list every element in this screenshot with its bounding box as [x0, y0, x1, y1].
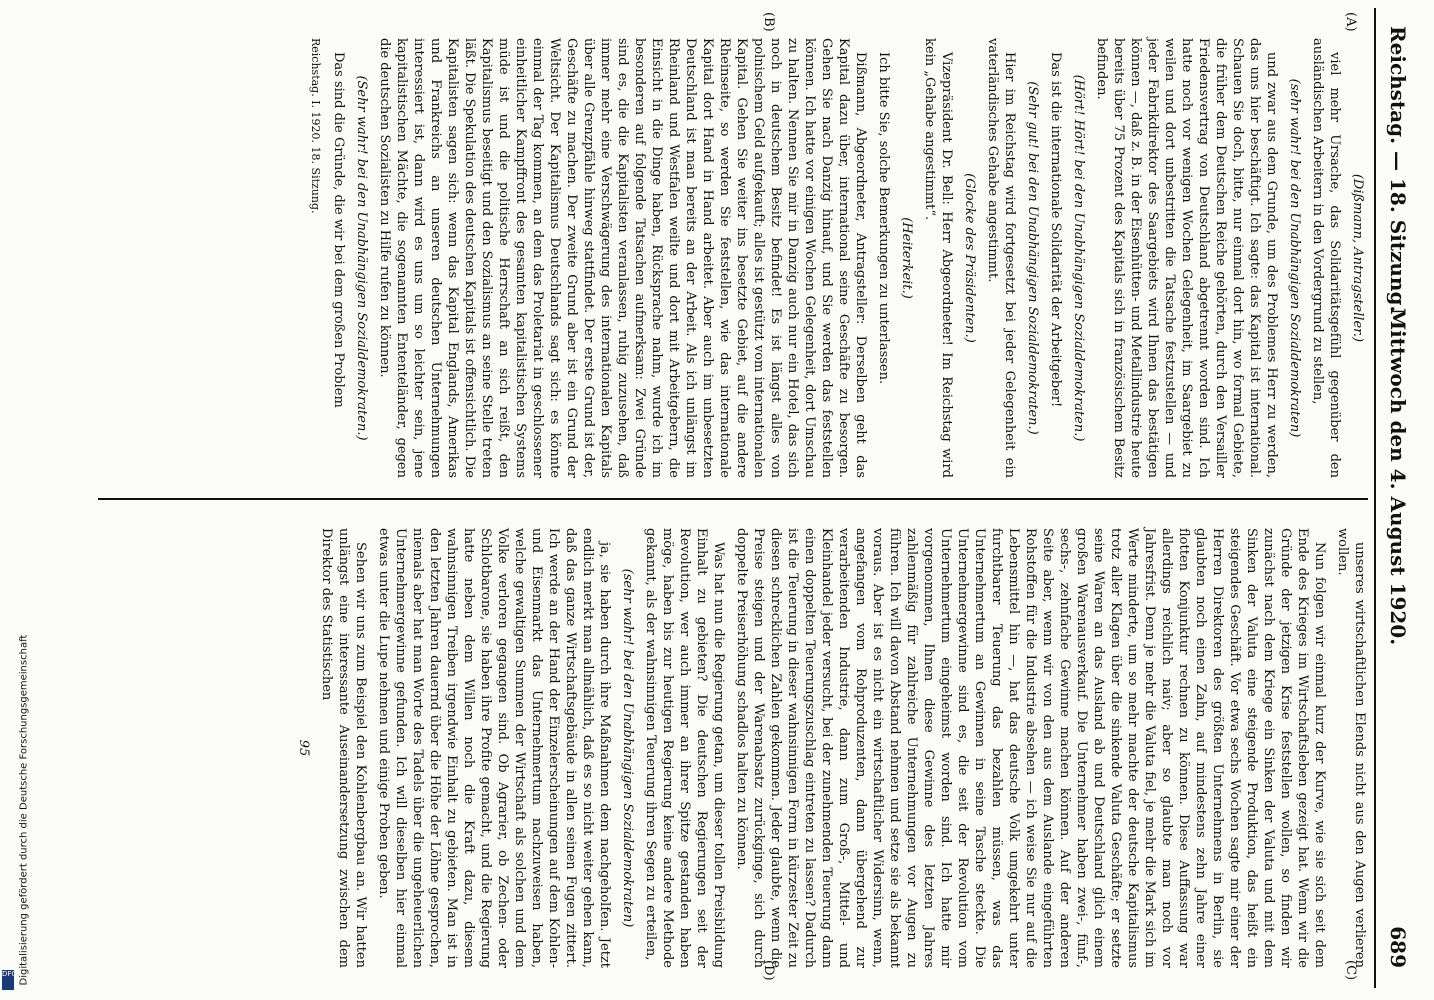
page-header: [1374, 8, 1416, 988]
reaction: (sehr wahr! bei den Unabhängigen Sozialdemokraten): [620, 568, 635, 928]
rotated-page: [76, 8, 1416, 988]
dfg-logo-text: DFG: [2, 970, 17, 978]
digitization-credit: [4, 610, 30, 990]
page-number: 689: [1386, 926, 1410, 968]
paragraph: Dißmann, Abgeordneter, Antragsteller: Derselben geht das Kapital dazu über, international seine Geschäfte zu besorgen. Gehen Sie nach Danzig hinauf, und Sie werden das feststellen können. Ich hatte vor einigen Wochen Gelegenheit, dort Umschau zu halten. Nennen Sie mir in Danzig auch nur ein Hotel, das sich noch in deutschem Besitz befindet! Es ist längst alles von polnischem Geld aufgekauft; alles ist gestützt vom internationalen Kapital. Gehen Sie weiter ins besetzte Gebiet, auf die andere Rheinseite, so werden Sie feststellen, wie das internationale Kapital dort Hand in Hand arbeitet. Aber auch im unbesetzten Deutschland ist man bereits an der Arbeit. Als ich unlängst im Rheinland und Westfalen weilte und dort mit Arbeitgebern, die Einsicht in die Dinge haben, Rücksprache nahm, wurde ich im besonderen auf folgende Tatsachen aufmerksam: Zwei Gründe sind es, die die Kapitalisten veranlassen, ruhig zuzusehen, daß immer mehr eine Verschwägerung des internationalen Kapitals über alle Grenzpfähle hinweg stattfindet. Der erste Grund ist der, Geschäfte zu machen. Der zweite Grund aber ist ein Grund der Weltsicht. Der Kapitalismus Deutschlands sagt sich: es könnte einmal der Tag kommen, an dem das Proletariat in geschlossener einheitlicher Kampffront des gesamten kapitalistischen Systems müde ist und die politische Herrschaft an sich reißt, den Kapitalismus beseitigt und den Sozialismus an seine Stelle treten läßt. Die Spekulation des deutschen Kapitals ist offensichtlich. Die Kapitalisten sagen sich: wenn das Kapital Englands, Amerikas und Frankreichs an unseren deutschen Unternehmungen interessiert ist, dann wird es uns um so leichter sein, jene kapitalistischen Mächte, die sogenannten Ententeländer, gegen die deutschen Sozialisten zu Hilfe rufen zu können.: [377, 38, 868, 478]
paragraph: Nun folgen wir einmal kurz der Kurve, wie sie sich seit dem Ende des Krieges im Wirtschaftsleben gezeigt hat. Wenn wir die Gründe der jetzigen Krise feststellen wollen, so finden wir zunächst nach dem Kriege ein Sinken der Valuta und mit dem Sinken der Valuta eine steigende Produktion, das heißt ein steigendes Geschäft. Vor etwa sechs Wochen sagte mir einer der Herren Direktoren des größten Unternehmens in Berlin, sie glaubten noch einen Zahn, auf mindestens zehn Jahre einer flotten Konjunktur rechnen zu können. Diese Auffassung war allerdings reichlich naiv; aber so glaubte man noch vor Jahresfrist. Denn je mehr die Valuta fiel, je mehr die Mark sich im Werte minderte, um so mehr machte der deutsche Kapitalismus trotz aller Klagen über die sinkende Valuta Geschäfte; er setzte seine Waren an das Ausland ab und Deutschland glich einem großen Warenausverkauf. Die Unternehmer haben zwei-, fünf-, sechs-, zehnfache Gewinne machen können. Auf der anderen Seite aber, wenn wir von den aus dem Auslande eingeführten Rohstoffen für die Industrie absehen — ich weise Sie nur auf die Lebensmittel hin —, hat das deutsche Volk umgekehrt unter furchtbarer Teuerung das bezahlen müssen, was das Unternehmertum an Gewinnen in seine Tasche steckte. Die Unternehmergewinne sind es, die seit der Revolution vom Unternehmertum eingeheimst worden sind. Ich hatte mir vorgenommen, Ihnen diese Gewinne des letzten Jahres zahlenmäßig für zahlreiche Unternehmungen vor Augen zu führen. Ich will davon Abstand nehmen und setze sie als bekannt voraus. Aber ist es nicht ein wirtschaftlicher Widersinn, wenn, angefangen vom Rohproduzenten, dann übergehend zur verarbeitenden Industrie, dann zum Groß-, Mittel- und Kleinhandel jeder versucht, bei der zunehmenden Teuerung dann einen doppelten Teuerungszuschlag eintreten zu lassen? Dadurch ist die Teuerung in dieser wahnsinnigen Form in kürzester Zeit zu diesen schrecklichen Zahlen gekommen. Jeder glaubte, wenn die Preise steigen und der Warenabsatz zurückginge, sich durch doppelte Preiserhöhung schadlos halten zu können.: [734, 528, 1327, 968]
paragraph: unseres wirtschaftlichen Elends nicht aus den Augen verlieren wollen.: [1335, 528, 1367, 968]
dfg-logo-icon: [2, 970, 17, 990]
paragraph: Vizepräsident Dr. Bell: Herr Abgeordneter! Im Reichstag wird kein „Gehabe angestimmt“.: [922, 38, 954, 478]
paragraph: und zwar aus dem Grunde, um des Problemes Herr zu werden, das uns hier beschäftigt. Ich sagte: das Kapital ist international. Schauen Sie doch, bitte, nur einmal dort hin, wo formal Gebiete, die früher dem Deutschen Reiche gehörten, durch den Versailler Friedensvertrag von Deutschland abgetrennt worden sind. Ich hatte noch vor wenigen Wochen Gelegenheit, im Saargebiet zu weilen und dort unbestritten die Tatsache festzustellen — und jeder Fabrikdirektor des Saargebiets wird Ihnen das bestätigen können —, daß z. B. in der Eisenhütten- und Metallindustrie heute bereits über 75 Prozent des Kapitals sich in französischem Besitz befinden.: [1094, 38, 1279, 478]
credit-text: Digitalisierung gefördert durch die Deutsche Forschungsgemeinschaft: [18, 634, 30, 986]
reaction: (Heiterkeit.): [899, 217, 914, 299]
header-date: Mittwoch den 4. August 1920.: [1386, 308, 1410, 646]
footer-line: Reichstag. I. 1920. 18. Sitzung.: [309, 38, 322, 214]
paragraph: ja, sie haben durch ihre Maßnahmen dem nachgeholfen. Jetzt endlich merkt man allmählich, daß es so nicht weiter gehen kann, daß das ganze Wirtschaftsgebäude in allen seinen Fugen zittert. Ich werde an der Hand der Einzelerscheinungen auf dem Kohlen- und Eisenmarkt das Unternehmertum nachzuweisen haben, welche gewaltigen Summen der Wirtschaft als solchen und dem Volke verloren gegangen sind. Ob Agrarier, ob Zechen- oder Schlotbarone, sie haben ihre Profite gemacht, und die Regierung hatte neben dem Willen noch die Kraft dazu, diesem wahnsinnigen Treiben irgendwie Einhalt zu gebieten. Man ist in den letzten Jahren dauernd über die Höhe der Löhne gesprochen, niemals aber hat man Worte des Tadels über die ungeheuerlichen Unternehmergewinne gefunden. Ich will dieselben hier einmal etwas unter die Lupe nehmen und einige Proben geben.: [376, 528, 612, 968]
paragraph: Sehen wir uns zum Beispiel den Kohlenbergbau an. Wir hatten unlängst eine interessante Auseinandersetzung zwischen dem Direktor des Statistischen: [319, 528, 368, 968]
speaker-line: (Dißmann, Antragsteller.): [1350, 173, 1365, 343]
header-left: Reichstag. — 18. Sitzung.: [1386, 26, 1410, 313]
reaction: (Sehr wahr! bei den Unabhängigen Sozialdemokraten.): [354, 75, 369, 441]
margin-mark-c: (C): [1343, 960, 1358, 981]
reaction: (Sehr gut! bei den Unabhängigen Sozialdemokraten.): [1025, 81, 1040, 435]
column-one: [301, 38, 1368, 478]
margin-mark-b: (B): [761, 12, 776, 32]
paragraph: Das sind die Gründe, die wir bei dem großen Problem: [331, 52, 346, 408]
margin-mark-d: (D): [761, 960, 776, 981]
page-footer-number: 95: [296, 739, 311, 757]
margin-mark-a: (A): [1343, 12, 1358, 32]
paragraph: viel mehr Ursache, das Solidaritätsgefühl gegenüber den ausländischen Arbeitern in den Vordergrund zu stellen,: [1310, 38, 1342, 478]
paragraph: Hier im Reichstag wird fortgesetzt bei jeder Gelegenheit ein vaterländisches Gehabe angestimmt.: [985, 38, 1017, 478]
column-divider: [98, 498, 1368, 500]
reaction: (Hört! Hört! bei den Unabhängigen Sozialdemokraten.): [1071, 74, 1086, 442]
reaction: (sehr wahr! bei den Unabhängigen Sozialdemokraten): [1287, 78, 1302, 438]
reaction: (Glocke des Präsidenten.): [962, 173, 977, 343]
paragraph: Was hat nun die Regierung getan, um dieser tollen Preisbildung Einhalt zu gebieten? Die deutschen Regierungen seit der Revolution, wer auch immer an ihrer Spitze gestanden haben möge, haben bis zur heutigen Regierung keine andere Methode gekannt, als der wahnsinnigen Teuerung ihren Segen zu erteilen,: [643, 528, 726, 968]
column-two: [289, 528, 1368, 968]
paragraph: Das ist die internationale Solidarität der Arbeitgeber!: [1048, 52, 1063, 408]
paragraph: Ich bitte Sie, solche Bemerkungen zu unterlassen.: [876, 52, 891, 385]
